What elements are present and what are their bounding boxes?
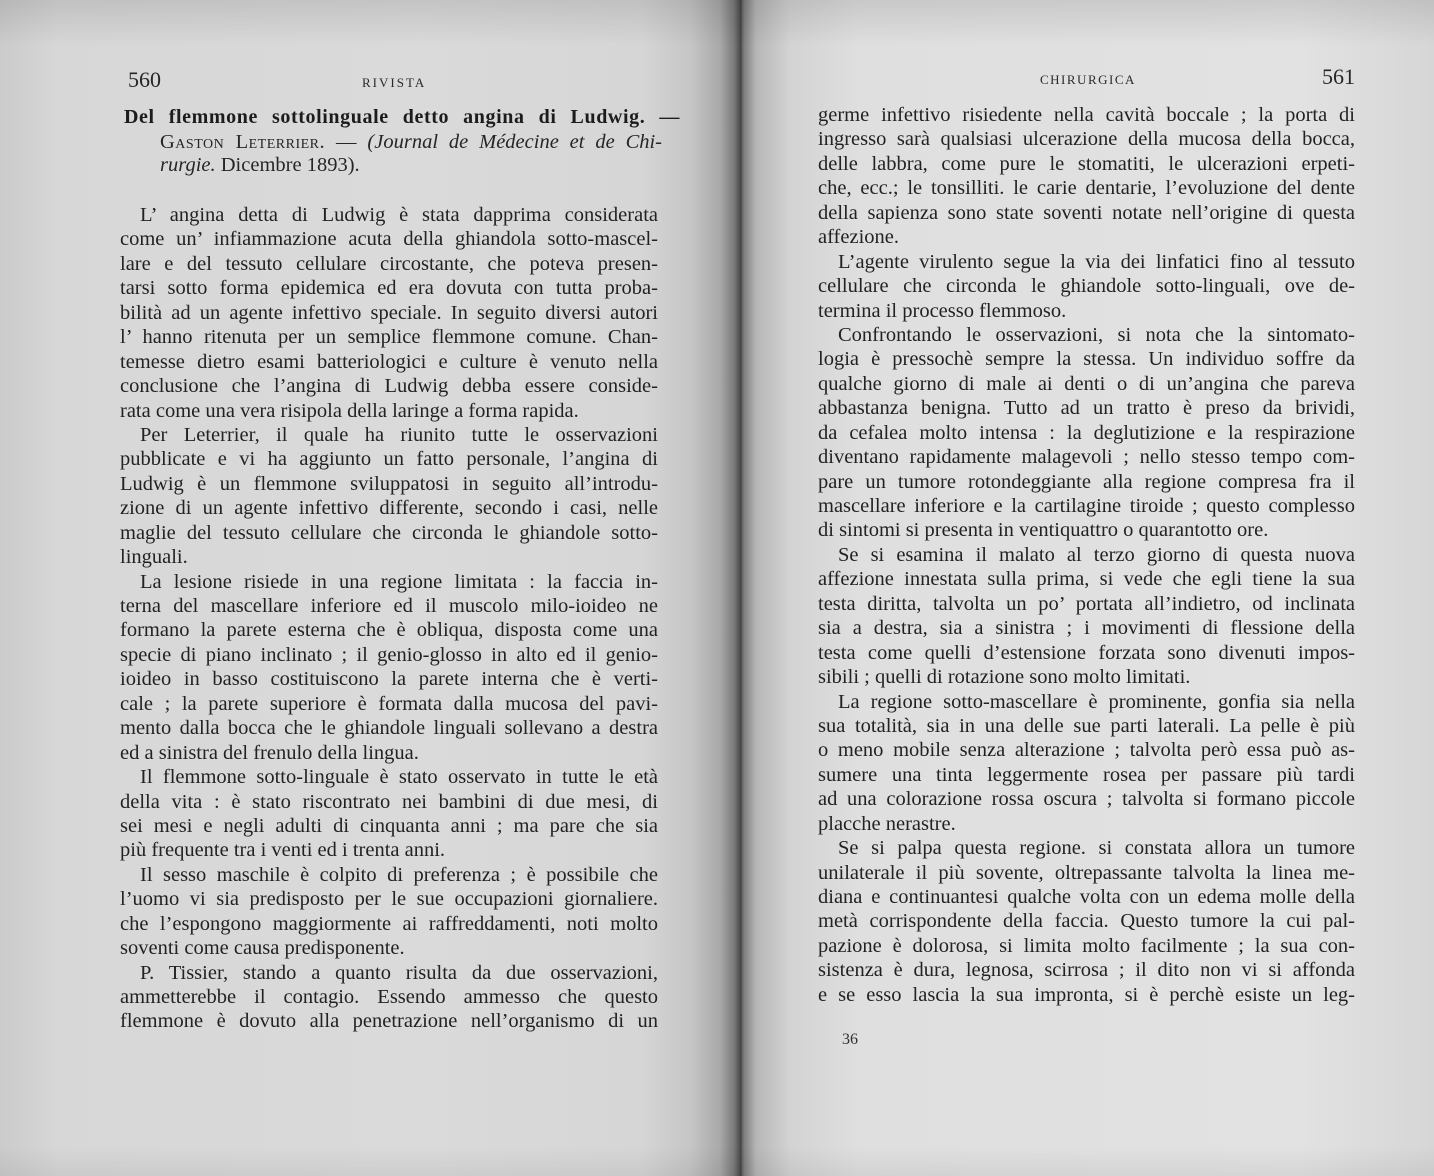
text-line: l’ hanno ritenuta per un semplice flemmone comune. Chan- [120,326,658,349]
text-line: formano la parete esterna che è obliqua, disposta come una [120,619,658,642]
running-head-left: RIVISTA [362,75,427,90]
text-line: flemmone è dovuto alla penetrazione nell’organismo di un [120,1010,658,1033]
text-line: linguali. [120,546,188,569]
text-line: che l’espongono maggiormente ai raffreddamenti, noti molto [120,912,658,935]
text-line: pubblicate e vi ha aggiunto un fatto personale, l’angina di [120,448,658,471]
text-line: Il sesso maschile è colpito di preferenza ; è possibile che [140,863,658,886]
text-line: diana e continuantesi qualche volta con un edema molle della [818,886,1355,908]
text-line: pazione è dolorosa, si limita molto facilmente ; la sua con- [818,934,1355,957]
text-line: sia a destra, sia a sinistra ; i movimenti di flessione della [818,617,1355,640]
citation-dash: — [336,131,357,153]
text-line: sumere una tinta leggermente rosea per passare più tardi [818,763,1355,786]
text-line: termina il processo flemmoso. [818,299,1067,322]
citation-journal: (Journal de Médecine et de Chi- [367,131,663,153]
left-page-body [120,203,658,1034]
article-title: Del flemmone sottolinguale detto angina di Ludwig. — [124,106,680,128]
citation-journal: rurgie. [160,154,216,176]
text-line: soventi come causa predisponente. [120,937,405,960]
text-line: di sintomi si presenta in ventiquattro o quarantotto ore. [818,519,1269,542]
text-line: cellulare che circonda le ghiandole sotto-linguali, ove de- [818,275,1355,298]
text-line: della vita : è stato riscontrato nei bambini di due mesi, di [120,790,658,813]
text-line: della sapienza sono state soventi notate nell’origine di questa [818,201,1355,224]
text-line: sibili ; quelli di rotazione sono molto limitati. [818,666,1191,689]
citation-line [160,153,662,177]
text-line: più frequente tra i venti ed i trenta anni. [120,839,446,862]
page-number-left: 560 [128,67,161,92]
text-line: Confrontando le osservazioni, si nota che la sintomato- [838,323,1355,346]
text-line: metà corrispondente della faccia. Questo tumore la cui pal- [818,910,1355,933]
text-line: abbastanza benigna. Tutto ad un tratto è preso da brividi, [818,397,1355,420]
page-number-right: 561 [1322,64,1355,89]
text-line: ad una colorazione rossa oscura ; talvolta si formano piccole [818,788,1355,811]
text-line: bilità ad un agente infettivo speciale. In seguito diversi autori [120,301,658,324]
text-line: conclusione che l’angina di Ludwig debba essere conside- [120,375,658,398]
text-line: sua totalità, sia in una delle sue parti laterali. La pelle è più [818,714,1355,737]
page-shadow [740,1146,1434,1176]
right-page [740,0,1434,1176]
text-line: pare un tumore rotondeggiante alla regione compresa fra il [818,470,1355,493]
text-line: zione di un agente infettivo differente, secondo i casi, nelle [120,497,658,520]
text-line: P. Tissier, stando a quanto risulta da due osservazioni, [140,961,658,984]
text-line: mento dalla bocca che le ghiandole linguali sollevano a destra [120,717,658,740]
text-line: affezione innestata sulla prima, si vede che egli tiene la sua [818,568,1355,591]
citation-date: Dicembre 1893). [220,154,360,176]
text-line: logia è pressochè sempre la stessa. Un individuo soffre da [818,348,1355,371]
text-line: germe infettivo risiedente nella cavità boccale ; la porta di [818,104,1355,126]
text-line: ammetterebbe il contagio. Essendo ammesso che questo [120,986,658,1008]
text-line: o meno mobile senza alterazione ; talvolta però essa può as- [818,739,1355,762]
text-line: delle labbra, come pure le stomatiti, le ulcerazioni erpeti- [818,152,1355,175]
text-line: diventano rapidamente malagevoli ; nello stesso tempo com- [818,446,1355,469]
text-line: unilaterale il più sovente, oltrepassante talvolta la linea me- [818,861,1355,884]
right-page-body [818,103,1355,1007]
text-line: e se esso lascia la sua impronta, si è perchè esiste un leg- [818,983,1355,1006]
text-line: specie di piano inclinato ; il genio-glosso in alto ed il genio- [120,643,658,666]
text-line: ingresso sarà qualsiasi ulcerazione della mucosa della bocca, [818,128,1355,151]
text-line: Ludwig è un flemmone sviluppatosi in seguito all’introdu- [120,472,658,495]
text-line: sei mesi e negli adulti di cinquanta anni ; ma pare che sia [120,814,658,837]
text-line: come un’ infiammazione acuta della ghiandola sotto-mascel- [120,228,658,251]
text-line: qualche giorno di male ai denti o di un’angina che pareva [818,372,1355,395]
text-line: lare e del tessuto cellulare circostante, che poteva presen- [120,252,658,275]
page-shadow [0,1146,740,1176]
text-line: testa come quelli d’estensione forzata sono divenuti impos- [818,641,1355,664]
text-line: Se si palpa questa regione. si constata allora un tumore [838,837,1355,860]
citation-author: Gaston Leterrier. [160,131,326,153]
text-line: Il flemmone sotto-linguale è stato osservato in tutte le età [140,766,658,789]
text-line: testa diritta, talvolta un po’ portata all’indietro, od inclinata [818,592,1355,615]
text-line: terna del mascellare inferiore ed il muscolo milo-ioideo ne [120,595,658,617]
signature-mark: 36 [842,1031,858,1048]
text-line: ed a sinistra del frenulo della lingua. [120,741,419,764]
text-line: placche nerastre. [818,812,956,835]
text-line: ioideo in basso costituiscono la parete interna che è verti- [120,668,658,691]
citation-line [160,130,662,154]
text-line: tarsi sotto forma epidemica ed era dovuta con tutta proba- [120,277,658,300]
text-line: Se si esamina il malato al terzo giorno di questa nuova [838,543,1355,566]
text-line: sistenza è dura, legnosa, scirrosa ; il dito non vi si affonda [818,959,1355,982]
text-line: La regione sotto-mascellare è prominente, gonfia sia nella [838,690,1355,713]
running-head-right: CHIRURGICA [1040,72,1136,87]
text-line: rata come una vera risipola della laringe a forma rapida. [120,399,579,422]
page-shadow [740,0,1434,46]
text-line: La lesione risiede in una regione limitata : la faccia in- [140,570,658,593]
text-line: Per Leterrier, il quale ha riunito tutte le osservazioni [140,423,658,446]
text-line: che, ecc.; le tonsilliti. le carie dentarie, l’evoluzione del dente [818,177,1355,200]
text-line: L’agente virulento segue la via dei linfatici fino al tessuto [838,250,1355,273]
text-line: L’ angina detta di Ludwig è stata dapprima considerata [140,204,658,226]
text-line: maglie del tessuto cellulare che circonda le ghiandole sotto- [120,521,658,544]
text-line: mascellare inferiore e la cartilagine tiroide ; questo complesso [818,495,1355,517]
text-line: affezione. [818,226,899,249]
text-line: l’uomo vi sia predisposto per le sue occupazioni giornaliere. [120,888,658,911]
text-line: temesse dietro esami batteriologici e culture è venuto nella [120,350,658,373]
text-line: da cefalea molto intensa : la deglutizione e la respirazione [818,421,1355,444]
page-shadow [0,0,740,46]
text-line: cale ; la parete superiore è formata dalla mucosa del pavi- [120,692,658,715]
